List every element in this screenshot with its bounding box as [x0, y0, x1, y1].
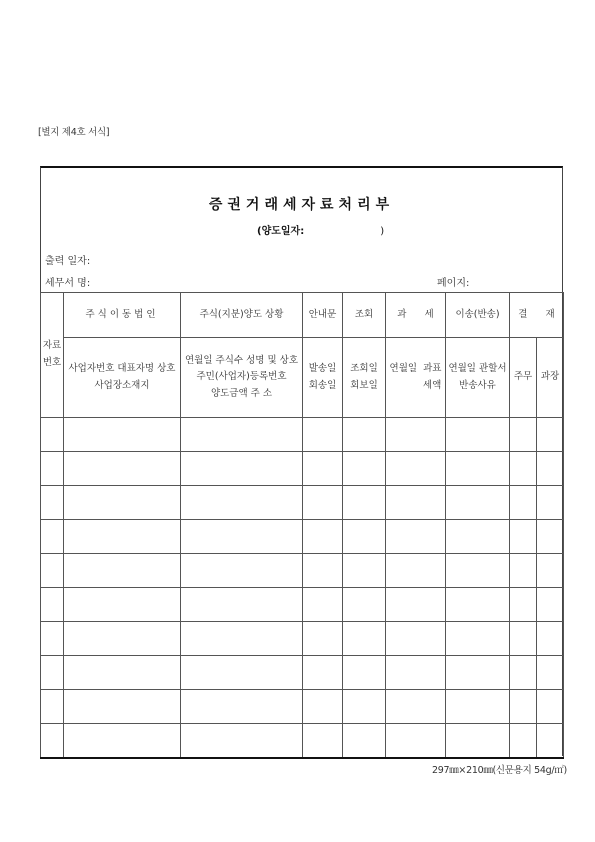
transfer-date-label: (양도일자: [257, 226, 305, 237]
table-cell [64, 520, 181, 554]
table-row [41, 656, 564, 690]
table-cell [446, 656, 510, 690]
table-cell [41, 452, 64, 486]
table-cell [343, 690, 386, 724]
table-row [41, 418, 564, 452]
table-cell [181, 554, 303, 588]
records-table [40, 292, 564, 759]
table-cell [41, 520, 64, 554]
table-cell [510, 520, 537, 554]
table-cell [510, 724, 537, 759]
table-cell [537, 554, 564, 588]
table-cell [446, 418, 510, 452]
table-cell [537, 520, 564, 554]
header-transfer-status: 주식(지분)양도 상황 [181, 293, 303, 338]
table-cell [386, 724, 446, 759]
table-cell [343, 520, 386, 554]
table-cell [386, 418, 446, 452]
table-cell [343, 452, 386, 486]
table-cell [343, 588, 386, 622]
table-cell [181, 486, 303, 520]
table-cell [537, 622, 564, 656]
table-cell [181, 690, 303, 724]
table-cell [446, 486, 510, 520]
table-cell [303, 690, 343, 724]
table-cell [386, 486, 446, 520]
table-cell [446, 520, 510, 554]
table-cell [343, 554, 386, 588]
table-cell [537, 724, 564, 759]
table-cell [64, 418, 181, 452]
header-row-2 [41, 338, 564, 418]
table-cell [386, 622, 446, 656]
table-cell [303, 588, 343, 622]
paper-spec-note: 297㎜×210㎜(신문용지 54g/㎡) [432, 765, 567, 776]
table-cell [386, 588, 446, 622]
table-cell [343, 486, 386, 520]
table-cell [41, 554, 64, 588]
table-cell [386, 690, 446, 724]
header-inquiry: 조회 [343, 293, 386, 338]
table-cell [510, 690, 537, 724]
header-transfer-sub: 연월일 관할서 반송사유 [446, 338, 510, 418]
page-number-label: 페이지: [437, 278, 470, 289]
table-cell [446, 452, 510, 486]
table-cell [181, 452, 303, 486]
table-cell [41, 690, 64, 724]
table-cell [510, 656, 537, 690]
table-row [41, 622, 564, 656]
table-cell [446, 690, 510, 724]
form-box [40, 166, 563, 756]
tax-office-label: 세무서 명: [45, 278, 91, 289]
table-cell [446, 554, 510, 588]
table-cell [386, 554, 446, 588]
table-row [41, 452, 564, 486]
header-inquiry-sub: 조회일 회보일 [343, 338, 386, 418]
table-cell [343, 418, 386, 452]
table-cell [510, 452, 537, 486]
header-approval: 결 재 [510, 293, 564, 338]
table-cell [303, 418, 343, 452]
table-row [41, 520, 564, 554]
table-cell [64, 724, 181, 759]
table-cell [303, 520, 343, 554]
header-row-1 [41, 293, 564, 338]
table-cell [41, 724, 64, 759]
table-cell [41, 588, 64, 622]
header-shareholder-change-sub: 사업자번호 대표자명 상호 사업장소재지 [64, 338, 181, 418]
table-cell [64, 588, 181, 622]
table-cell [537, 690, 564, 724]
table-cell [537, 452, 564, 486]
table-row [41, 690, 564, 724]
table-cell [181, 418, 303, 452]
table-cell [181, 622, 303, 656]
table-cell [64, 452, 181, 486]
header-taxation-sub: 연월일 과표 세액 [386, 338, 446, 418]
transfer-date-close: ) [380, 226, 385, 237]
table-cell [537, 588, 564, 622]
table-cell [64, 486, 181, 520]
table-cell [64, 690, 181, 724]
transfer-date-line [257, 222, 384, 237]
header-approval-staff: 주무 [510, 338, 537, 418]
header-notice: 안내문 [303, 293, 343, 338]
table-row [41, 724, 564, 759]
table-row [41, 554, 564, 588]
header-transfer-status-sub: 연월일 주식수 성명 및 상호 주민(사업자)등록번호 양도금액 주 소 [181, 338, 303, 418]
table-cell [510, 588, 537, 622]
header-approval-chief: 과장 [537, 338, 564, 418]
table-cell [386, 656, 446, 690]
table-cell [537, 418, 564, 452]
header-taxation: 과 세 [386, 293, 446, 338]
header-notice-sub: 발송일 회송일 [303, 338, 343, 418]
table-cell [537, 656, 564, 690]
header-record-no: 자료 번호 [41, 293, 64, 418]
table-cell [386, 452, 446, 486]
table-cell [386, 520, 446, 554]
page-title: 증권거래세자료처리부 [208, 197, 395, 213]
header-shareholder-change: 주식이동법인 [64, 293, 181, 338]
table-cell [181, 588, 303, 622]
table-cell [64, 554, 181, 588]
header-transfer: 이송(반송) [446, 293, 510, 338]
table-cell [41, 418, 64, 452]
table-cell [510, 418, 537, 452]
table-cell [303, 622, 343, 656]
table-cell [181, 656, 303, 690]
table-cell [510, 554, 537, 588]
table-cell [446, 588, 510, 622]
table-cell [537, 486, 564, 520]
table-cell [510, 486, 537, 520]
table-cell [181, 724, 303, 759]
table-cell [343, 622, 386, 656]
table-cell [303, 452, 343, 486]
table-cell [41, 622, 64, 656]
table-row [41, 486, 564, 520]
table-cell [510, 622, 537, 656]
table-cell [41, 656, 64, 690]
table-row [41, 588, 564, 622]
print-date-label: 출력 일자: [45, 256, 91, 267]
form-caption: [별지 제4호 서식] [38, 127, 110, 138]
table-cell [303, 724, 343, 759]
table-cell [343, 724, 386, 759]
table-cell [446, 622, 510, 656]
table-cell [41, 486, 64, 520]
table-cell [446, 724, 510, 759]
table-cell [343, 656, 386, 690]
table-cell [303, 486, 343, 520]
table-cell [303, 554, 343, 588]
table-cell [64, 622, 181, 656]
table-cell [64, 656, 181, 690]
table-cell [303, 656, 343, 690]
table-cell [181, 520, 303, 554]
